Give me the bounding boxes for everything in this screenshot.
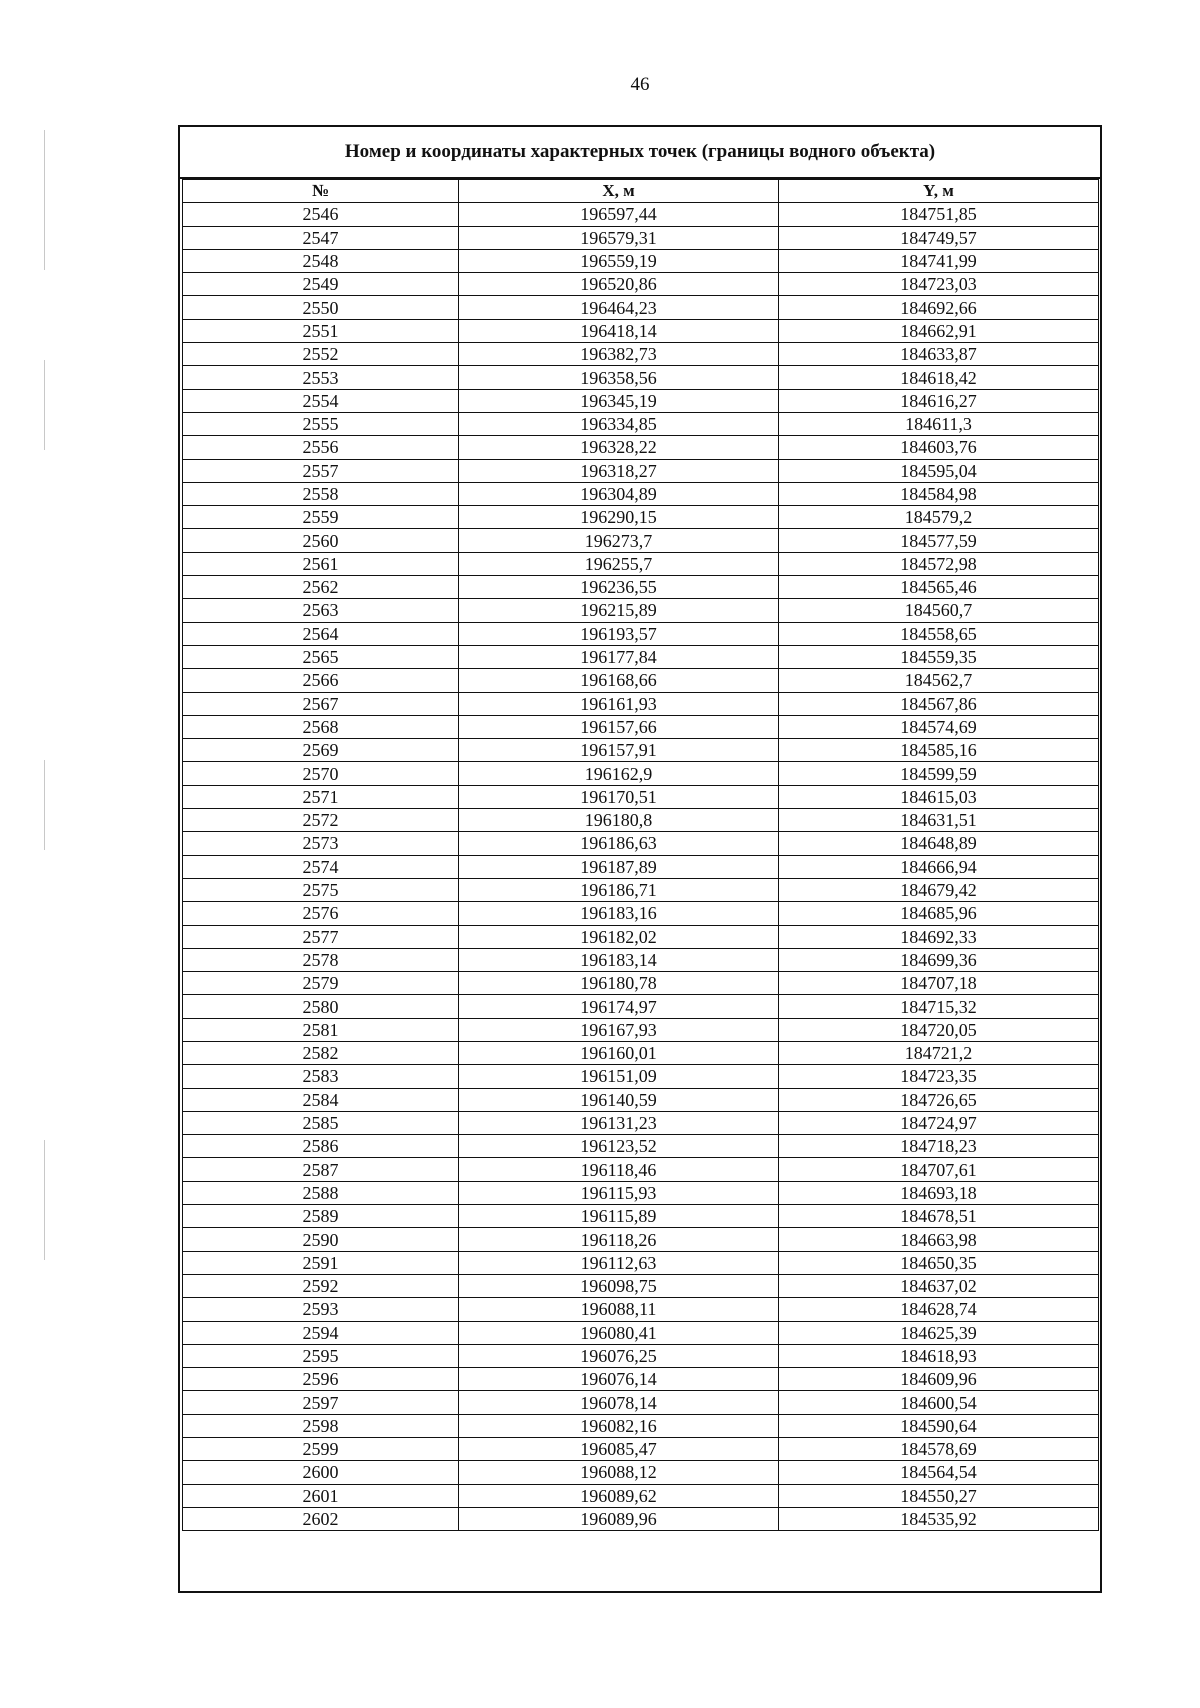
x-coordinate-cell: 196160,01 xyxy=(459,1041,779,1064)
y-coordinate-cell: 184600,54 xyxy=(779,1391,1099,1414)
x-coordinate-cell: 196180,78 xyxy=(459,972,779,995)
table-row xyxy=(183,925,1099,948)
table-row xyxy=(183,645,1099,668)
point-number-cell: 2580 xyxy=(183,995,459,1018)
x-coordinate-cell: 196089,62 xyxy=(459,1484,779,1507)
table-row xyxy=(183,1344,1099,1367)
point-number-cell: 2563 xyxy=(183,599,459,622)
point-number-cell: 2599 xyxy=(183,1438,459,1461)
x-coordinate-cell: 196186,63 xyxy=(459,832,779,855)
y-coordinate-cell: 184650,35 xyxy=(779,1251,1099,1274)
table-row xyxy=(183,692,1099,715)
table-row xyxy=(183,366,1099,389)
table-row xyxy=(183,785,1099,808)
x-coordinate-cell: 196076,25 xyxy=(459,1344,779,1367)
table-row xyxy=(183,249,1099,272)
point-number-cell: 2600 xyxy=(183,1461,459,1484)
point-number-cell: 2568 xyxy=(183,715,459,738)
table-row xyxy=(183,1205,1099,1228)
y-coordinate-cell: 184726,65 xyxy=(779,1088,1099,1111)
x-coordinate-cell: 196418,14 xyxy=(459,319,779,342)
table-row xyxy=(183,1484,1099,1507)
x-coordinate-cell: 196115,89 xyxy=(459,1205,779,1228)
header-number: № xyxy=(183,180,459,203)
table-row xyxy=(183,436,1099,459)
y-coordinate-cell: 184718,23 xyxy=(779,1135,1099,1158)
point-number-cell: 2558 xyxy=(183,482,459,505)
table-row xyxy=(183,459,1099,482)
table-row xyxy=(183,739,1099,762)
table-row xyxy=(183,1507,1099,1530)
scan-margin-line xyxy=(44,1140,45,1260)
point-number-cell: 2583 xyxy=(183,1065,459,1088)
table-row xyxy=(183,762,1099,785)
y-coordinate-cell: 184558,65 xyxy=(779,622,1099,645)
table-header-row xyxy=(183,180,1099,203)
y-coordinate-cell: 184751,85 xyxy=(779,203,1099,226)
point-number-cell: 2591 xyxy=(183,1251,459,1274)
point-number-cell: 2561 xyxy=(183,552,459,575)
table-row xyxy=(183,809,1099,832)
point-number-cell: 2596 xyxy=(183,1368,459,1391)
y-coordinate-cell: 184678,51 xyxy=(779,1205,1099,1228)
point-number-cell: 2551 xyxy=(183,319,459,342)
x-coordinate-cell: 196115,93 xyxy=(459,1181,779,1204)
y-coordinate-cell: 184599,59 xyxy=(779,762,1099,785)
table-row xyxy=(183,832,1099,855)
table-row xyxy=(183,1088,1099,1111)
y-coordinate-cell: 184637,02 xyxy=(779,1274,1099,1297)
point-number-cell: 2565 xyxy=(183,645,459,668)
y-coordinate-cell: 184723,35 xyxy=(779,1065,1099,1088)
y-coordinate-cell: 184585,16 xyxy=(779,739,1099,762)
x-coordinate-cell: 196182,02 xyxy=(459,925,779,948)
point-number-cell: 2579 xyxy=(183,972,459,995)
y-coordinate-cell: 184692,33 xyxy=(779,925,1099,948)
y-coordinate-cell: 184707,61 xyxy=(779,1158,1099,1181)
table-row xyxy=(183,972,1099,995)
point-number-cell: 2559 xyxy=(183,506,459,529)
point-number-cell: 2581 xyxy=(183,1018,459,1041)
y-coordinate-cell: 184723,03 xyxy=(779,273,1099,296)
point-number-cell: 2586 xyxy=(183,1135,459,1158)
point-number-cell: 2582 xyxy=(183,1041,459,1064)
y-coordinate-cell: 184560,7 xyxy=(779,599,1099,622)
y-coordinate-cell: 184584,98 xyxy=(779,482,1099,505)
y-coordinate-cell: 184535,92 xyxy=(779,1507,1099,1530)
table-row xyxy=(183,1321,1099,1344)
table-row xyxy=(183,1018,1099,1041)
scan-margin-line xyxy=(44,130,45,270)
x-coordinate-cell: 196177,84 xyxy=(459,645,779,668)
y-coordinate-cell: 184574,69 xyxy=(779,715,1099,738)
y-coordinate-cell: 184618,42 xyxy=(779,366,1099,389)
y-coordinate-cell: 184662,91 xyxy=(779,319,1099,342)
table-row xyxy=(183,1181,1099,1204)
table-row xyxy=(183,1135,1099,1158)
y-coordinate-cell: 184692,66 xyxy=(779,296,1099,319)
x-coordinate-cell: 196255,7 xyxy=(459,552,779,575)
table-row xyxy=(183,1065,1099,1088)
point-number-cell: 2577 xyxy=(183,925,459,948)
y-coordinate-cell: 184562,7 xyxy=(779,669,1099,692)
point-number-cell: 2570 xyxy=(183,762,459,785)
table-title: Номер и координаты характерных точек (границы водного объекта) xyxy=(180,127,1100,179)
x-coordinate-cell: 196112,63 xyxy=(459,1251,779,1274)
point-number-cell: 2547 xyxy=(183,226,459,249)
x-coordinate-cell: 196131,23 xyxy=(459,1111,779,1134)
table-row xyxy=(183,506,1099,529)
y-coordinate-cell: 184685,96 xyxy=(779,902,1099,925)
point-number-cell: 2573 xyxy=(183,832,459,855)
point-number-cell: 2567 xyxy=(183,692,459,715)
x-coordinate-cell: 196082,16 xyxy=(459,1414,779,1437)
table-row xyxy=(183,1251,1099,1274)
point-number-cell: 2590 xyxy=(183,1228,459,1251)
y-coordinate-cell: 184559,35 xyxy=(779,645,1099,668)
table-row xyxy=(183,622,1099,645)
point-number-cell: 2595 xyxy=(183,1344,459,1367)
point-number-cell: 2587 xyxy=(183,1158,459,1181)
y-coordinate-cell: 184666,94 xyxy=(779,855,1099,878)
x-coordinate-cell: 196579,31 xyxy=(459,226,779,249)
y-coordinate-cell: 184577,59 xyxy=(779,529,1099,552)
table-row xyxy=(183,599,1099,622)
table-row xyxy=(183,529,1099,552)
y-coordinate-cell: 184724,97 xyxy=(779,1111,1099,1134)
point-number-cell: 2552 xyxy=(183,343,459,366)
header-y: Y, м xyxy=(779,180,1099,203)
x-coordinate-cell: 196170,51 xyxy=(459,785,779,808)
point-number-cell: 2585 xyxy=(183,1111,459,1134)
table-row xyxy=(183,1368,1099,1391)
y-coordinate-cell: 184628,74 xyxy=(779,1298,1099,1321)
x-coordinate-cell: 196088,11 xyxy=(459,1298,779,1321)
y-coordinate-cell: 184648,89 xyxy=(779,832,1099,855)
point-number-cell: 2593 xyxy=(183,1298,459,1321)
x-coordinate-cell: 196520,86 xyxy=(459,273,779,296)
y-coordinate-cell: 184578,69 xyxy=(779,1438,1099,1461)
point-number-cell: 2572 xyxy=(183,809,459,832)
x-coordinate-cell: 196236,55 xyxy=(459,576,779,599)
x-coordinate-cell: 196358,56 xyxy=(459,366,779,389)
y-coordinate-cell: 184616,27 xyxy=(779,389,1099,412)
point-number-cell: 2576 xyxy=(183,902,459,925)
x-coordinate-cell: 196078,14 xyxy=(459,1391,779,1414)
table-row xyxy=(183,1041,1099,1064)
x-coordinate-cell: 196597,44 xyxy=(459,203,779,226)
table-row xyxy=(183,669,1099,692)
x-coordinate-cell: 196318,27 xyxy=(459,459,779,482)
point-number-cell: 2555 xyxy=(183,412,459,435)
x-coordinate-cell: 196076,14 xyxy=(459,1368,779,1391)
x-coordinate-cell: 196180,8 xyxy=(459,809,779,832)
table-row xyxy=(183,389,1099,412)
x-coordinate-cell: 196174,97 xyxy=(459,995,779,1018)
table-row xyxy=(183,576,1099,599)
x-coordinate-cell: 196187,89 xyxy=(459,855,779,878)
point-number-cell: 2550 xyxy=(183,296,459,319)
y-coordinate-cell: 184749,57 xyxy=(779,226,1099,249)
x-coordinate-cell: 196464,23 xyxy=(459,296,779,319)
table-row xyxy=(183,995,1099,1018)
point-number-cell: 2589 xyxy=(183,1205,459,1228)
coordinates-table-frame xyxy=(178,125,1102,1593)
table-row xyxy=(183,343,1099,366)
point-number-cell: 2597 xyxy=(183,1391,459,1414)
y-coordinate-cell: 184720,05 xyxy=(779,1018,1099,1041)
table-row xyxy=(183,715,1099,738)
y-coordinate-cell: 184715,32 xyxy=(779,995,1099,1018)
point-number-cell: 2598 xyxy=(183,1414,459,1437)
scan-margin-line xyxy=(44,360,45,450)
table-row xyxy=(183,1438,1099,1461)
y-coordinate-cell: 184625,39 xyxy=(779,1321,1099,1344)
point-number-cell: 2562 xyxy=(183,576,459,599)
y-coordinate-cell: 184633,87 xyxy=(779,343,1099,366)
x-coordinate-cell: 196382,73 xyxy=(459,343,779,366)
table-row xyxy=(183,878,1099,901)
y-coordinate-cell: 184693,18 xyxy=(779,1181,1099,1204)
point-number-cell: 2588 xyxy=(183,1181,459,1204)
table-row xyxy=(183,273,1099,296)
y-coordinate-cell: 184699,36 xyxy=(779,948,1099,971)
table-row xyxy=(183,203,1099,226)
y-coordinate-cell: 184631,51 xyxy=(779,809,1099,832)
y-coordinate-cell: 184603,76 xyxy=(779,436,1099,459)
y-coordinate-cell: 184564,54 xyxy=(779,1461,1099,1484)
x-coordinate-cell: 196085,47 xyxy=(459,1438,779,1461)
point-number-cell: 2569 xyxy=(183,739,459,762)
table-row xyxy=(183,902,1099,925)
x-coordinate-cell: 196345,19 xyxy=(459,389,779,412)
point-number-cell: 2556 xyxy=(183,436,459,459)
y-coordinate-cell: 184595,04 xyxy=(779,459,1099,482)
table-row xyxy=(183,319,1099,342)
y-coordinate-cell: 184567,86 xyxy=(779,692,1099,715)
point-number-cell: 2574 xyxy=(183,855,459,878)
x-coordinate-cell: 196167,93 xyxy=(459,1018,779,1041)
point-number-cell: 2553 xyxy=(183,366,459,389)
point-number-cell: 2549 xyxy=(183,273,459,296)
x-coordinate-cell: 196162,9 xyxy=(459,762,779,785)
y-coordinate-cell: 184663,98 xyxy=(779,1228,1099,1251)
y-coordinate-cell: 184679,42 xyxy=(779,878,1099,901)
scan-margin-line xyxy=(44,760,45,850)
table-row xyxy=(183,1298,1099,1321)
table-row xyxy=(183,226,1099,249)
x-coordinate-cell: 196183,16 xyxy=(459,902,779,925)
x-coordinate-cell: 196080,41 xyxy=(459,1321,779,1344)
point-number-cell: 2584 xyxy=(183,1088,459,1111)
point-number-cell: 2560 xyxy=(183,529,459,552)
y-coordinate-cell: 184609,96 xyxy=(779,1368,1099,1391)
x-coordinate-cell: 196334,85 xyxy=(459,412,779,435)
x-coordinate-cell: 196290,15 xyxy=(459,506,779,529)
x-coordinate-cell: 196123,52 xyxy=(459,1135,779,1158)
x-coordinate-cell: 196161,93 xyxy=(459,692,779,715)
table-row xyxy=(183,948,1099,971)
point-number-cell: 2575 xyxy=(183,878,459,901)
point-number-cell: 2602 xyxy=(183,1507,459,1530)
x-coordinate-cell: 196088,12 xyxy=(459,1461,779,1484)
page-number: 46 xyxy=(630,74,650,95)
y-coordinate-cell: 184550,27 xyxy=(779,1484,1099,1507)
point-number-cell: 2571 xyxy=(183,785,459,808)
table-body xyxy=(183,203,1099,1531)
y-coordinate-cell: 184721,2 xyxy=(779,1041,1099,1064)
header-x: X, м xyxy=(459,180,779,203)
table-row xyxy=(183,1391,1099,1414)
y-coordinate-cell: 184707,18 xyxy=(779,972,1099,995)
point-number-cell: 2566 xyxy=(183,669,459,692)
coordinates-table xyxy=(182,179,1099,1531)
table-row xyxy=(183,1274,1099,1297)
x-coordinate-cell: 196215,89 xyxy=(459,599,779,622)
x-coordinate-cell: 196328,22 xyxy=(459,436,779,459)
table-row xyxy=(183,482,1099,505)
point-number-cell: 2557 xyxy=(183,459,459,482)
x-coordinate-cell: 196140,59 xyxy=(459,1088,779,1111)
table-row xyxy=(183,552,1099,575)
x-coordinate-cell: 196089,96 xyxy=(459,1507,779,1530)
table-row xyxy=(183,1414,1099,1437)
y-coordinate-cell: 184741,99 xyxy=(779,249,1099,272)
x-coordinate-cell: 196559,19 xyxy=(459,249,779,272)
x-coordinate-cell: 196098,75 xyxy=(459,1274,779,1297)
y-coordinate-cell: 184579,2 xyxy=(779,506,1099,529)
point-number-cell: 2554 xyxy=(183,389,459,412)
point-number-cell: 2594 xyxy=(183,1321,459,1344)
point-number-cell: 2564 xyxy=(183,622,459,645)
table-row xyxy=(183,1228,1099,1251)
point-number-cell: 2548 xyxy=(183,249,459,272)
x-coordinate-cell: 196157,91 xyxy=(459,739,779,762)
x-coordinate-cell: 196186,71 xyxy=(459,878,779,901)
x-coordinate-cell: 196193,57 xyxy=(459,622,779,645)
point-number-cell: 2592 xyxy=(183,1274,459,1297)
point-number-cell: 2546 xyxy=(183,203,459,226)
table-row xyxy=(183,855,1099,878)
y-coordinate-cell: 184611,3 xyxy=(779,412,1099,435)
y-coordinate-cell: 184618,93 xyxy=(779,1344,1099,1367)
x-coordinate-cell: 196118,26 xyxy=(459,1228,779,1251)
table-row xyxy=(183,412,1099,435)
table-row xyxy=(183,1158,1099,1181)
x-coordinate-cell: 196151,09 xyxy=(459,1065,779,1088)
y-coordinate-cell: 184615,03 xyxy=(779,785,1099,808)
x-coordinate-cell: 196168,66 xyxy=(459,669,779,692)
table-row xyxy=(183,296,1099,319)
x-coordinate-cell: 196157,66 xyxy=(459,715,779,738)
table-row xyxy=(183,1461,1099,1484)
point-number-cell: 2578 xyxy=(183,948,459,971)
x-coordinate-cell: 196118,46 xyxy=(459,1158,779,1181)
table-row xyxy=(183,1111,1099,1134)
y-coordinate-cell: 184565,46 xyxy=(779,576,1099,599)
y-coordinate-cell: 184590,64 xyxy=(779,1414,1099,1437)
y-coordinate-cell: 184572,98 xyxy=(779,552,1099,575)
point-number-cell: 2601 xyxy=(183,1484,459,1507)
x-coordinate-cell: 196273,7 xyxy=(459,529,779,552)
x-coordinate-cell: 196304,89 xyxy=(459,482,779,505)
x-coordinate-cell: 196183,14 xyxy=(459,948,779,971)
